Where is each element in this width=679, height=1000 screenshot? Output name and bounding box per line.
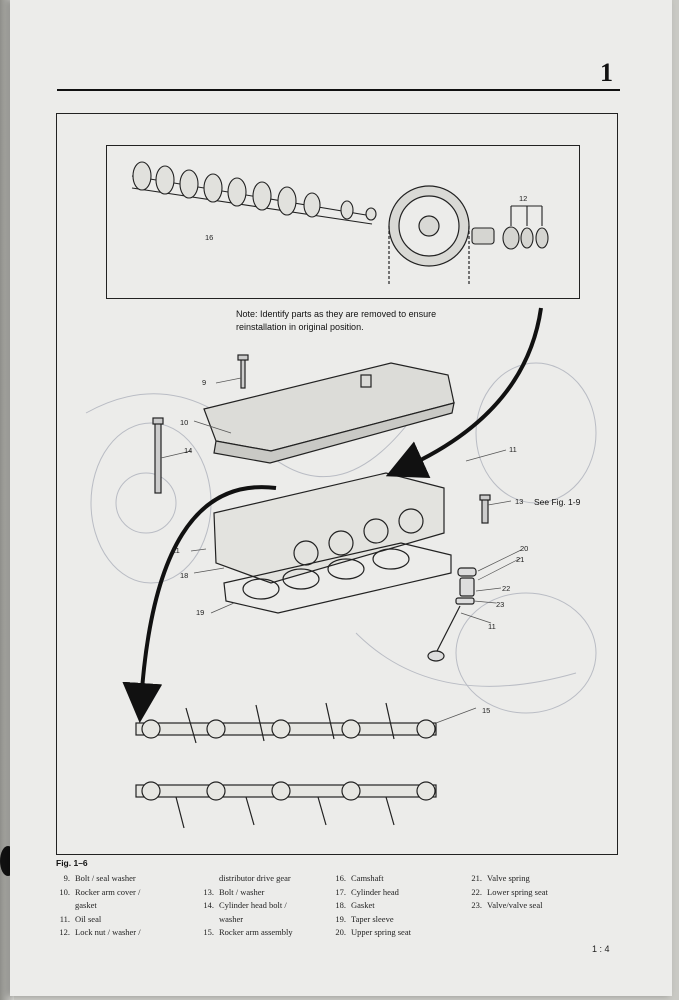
chapter-number: 1	[600, 58, 613, 87]
legend-item: 12. Lock nut / washer /	[59, 927, 141, 937]
callout-14: 14	[184, 446, 193, 455]
timing-sprocket	[389, 186, 469, 286]
legend-item: 15. Rocker arm assembly	[203, 927, 293, 937]
legend-item: 20. Upper spring seat	[335, 927, 411, 937]
legend-column-4	[462, 872, 548, 913]
figure-label: Fig. 1–6	[56, 858, 88, 868]
head-bolt	[153, 418, 163, 493]
callout-18: 19	[196, 608, 205, 617]
callout-21: 22	[502, 584, 511, 593]
callout-19: 20	[520, 544, 529, 553]
callout-17: 18	[180, 571, 189, 580]
legend-item: 13. Bolt / washer	[203, 886, 265, 897]
lock-nut-set	[472, 206, 548, 249]
callout-10: 10	[180, 418, 189, 427]
callout-11-top: 11	[509, 445, 517, 454]
legend-item: 18. Gasket	[335, 900, 375, 910]
legend-item-cont: washer	[219, 913, 244, 924]
callout-16: 16	[205, 233, 214, 242]
camshaft-inset	[106, 145, 580, 299]
callout-15: 15	[482, 706, 491, 715]
legend-item: 22. Lower spring seat	[471, 886, 548, 897]
callout-23: 11	[488, 622, 496, 631]
legend-item: 14. Cylinder head bolt /	[203, 900, 287, 910]
legend-item: 9. Bolt / seal washer	[63, 873, 136, 883]
legend-item: 19. Taper sleeve	[335, 913, 394, 924]
legend-item: 11. Oil seal	[59, 913, 102, 924]
legend-item: 17. Cylinder head	[335, 886, 399, 897]
bolt-13	[480, 495, 490, 523]
page-number: 1 : 4	[592, 944, 610, 954]
legend-item: 10. Rocker arm cover /	[59, 886, 141, 897]
legend-column-2	[194, 872, 293, 940]
legend-item-cont: gasket	[75, 900, 97, 910]
see-fig-reference: See Fig. 1-9	[534, 497, 581, 507]
callout-12: 12	[519, 194, 528, 203]
callout-11-left: 11	[172, 546, 180, 555]
legend-item: 16. Camshaft	[335, 873, 384, 883]
callout-13: 13	[515, 497, 524, 506]
camshaft-drawing	[107, 146, 579, 298]
legend-item: 21. Valve spring	[471, 873, 530, 883]
callout-9: 9	[202, 378, 207, 387]
figure-note: Note: Identify parts as they are removed to ensure reinstallation in original position.	[236, 309, 437, 332]
callout-22: 23	[496, 600, 505, 609]
legend-column-1	[50, 872, 141, 940]
callout-20: 21	[516, 555, 525, 564]
legend-item: 23. Valve/valve seal	[471, 900, 543, 910]
legend-column-3	[326, 872, 411, 940]
rocker-arm-assembly	[136, 703, 436, 828]
valve-assembly	[428, 568, 476, 661]
chapter-rule	[57, 89, 620, 91]
cover-bolt	[238, 355, 248, 388]
legend-item: distributor drive gear	[219, 873, 291, 883]
